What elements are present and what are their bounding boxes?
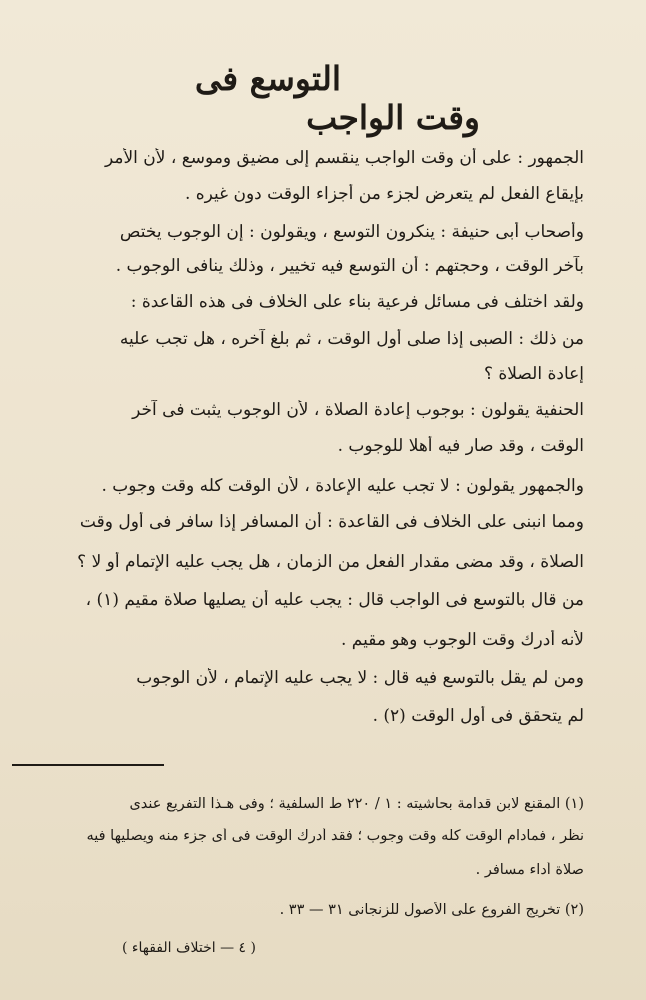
- page-title: [0, 58, 646, 140]
- footnote-line: نظر ، فمادام الوقت كله وقت وجوب ؛ فقد أدرك الوقت فى أى جزء منه ويصليها فيه: [86, 828, 584, 844]
- body-line: بإيقاع الفعل لم يتعرض لجزء من أجزاء الوقت دون غيره .: [184, 184, 584, 204]
- page-signature: ( ٤ — اختلاف الفقهاء ): [122, 940, 256, 956]
- body-line: وأصحاب أبى حنيفة : ينكرون التوسع ، ويقولون : إن الوجوب يختص: [119, 222, 584, 242]
- title-line-2: وقت الواجب: [306, 97, 480, 137]
- footnote-line: (٢) تخريج الفروع على الأصول للزنجانى ٣١ — ٣٣ .: [279, 902, 584, 918]
- body-line: ولقد اختلف فى مسائل فرعية بناء على الخلاف فى هذه القاعدة :: [130, 292, 584, 312]
- body-line: الصلاة ، وقد مضى مقدار الفعل من الزمان ، هل يجب عليه الإتمام أو لا ؟: [77, 552, 584, 572]
- body-line: من ذلك : الصبى إذا صلى أول الوقت ، ثم بلغ آخره ، هل تجب عليه: [119, 329, 584, 349]
- body-line: لم يتحقق فى أول الوقت (٢) .: [372, 706, 584, 726]
- footnote-divider: [12, 764, 164, 766]
- body-line: ومما انبنى على الخلاف فى القاعدة : أن المسافر إذا سافر فى أول وقت: [79, 512, 584, 532]
- body-line: الحنفية يقولون : بوجوب إعادة الصلاة ، لأن الوجوب يثبت فى آخر: [132, 400, 584, 420]
- title-line-1: التوسع فى: [194, 59, 342, 98]
- body-line: الوقت ، وقد صار فيه أهلا للوجوب .: [337, 436, 584, 456]
- body-line: إعادة الصلاة ؟: [483, 364, 584, 384]
- footnote-line: صلاة أداء مسافر .: [475, 862, 584, 878]
- footnote-line: (١) المقنع لابن قدامة بحاشيته : ١ / ٢٢٠ ط السلفية ؛ وفى هـذا التفريع عندى: [129, 796, 584, 812]
- body-line: ومن لم يقل بالتوسع فيه قال : لا يجب عليه الإتمام ، لأن الوجوب: [136, 668, 584, 688]
- body-line: والجمهور يقولون : لا تجب عليه الإعادة ، لأن الوقت كله وقت وجوب .: [101, 476, 584, 496]
- body-line: بآخر الوقت ، وحجتهم : أن التوسع فيه تخيير ، وذلك ينافى الوجوب .: [115, 256, 584, 276]
- body-line: لأنه أدرك وقت الوجوب وهو مقيم .: [341, 630, 584, 650]
- body-line: الجمهور : على أن وقت الواجب ينقسم إلى مضيق وموسع ، لأن الأمر: [104, 148, 584, 168]
- body-line: من قال بالتوسع فى الواجب قال : يجب عليه أن يصليها صلاة مقيم (١) ،: [85, 590, 584, 610]
